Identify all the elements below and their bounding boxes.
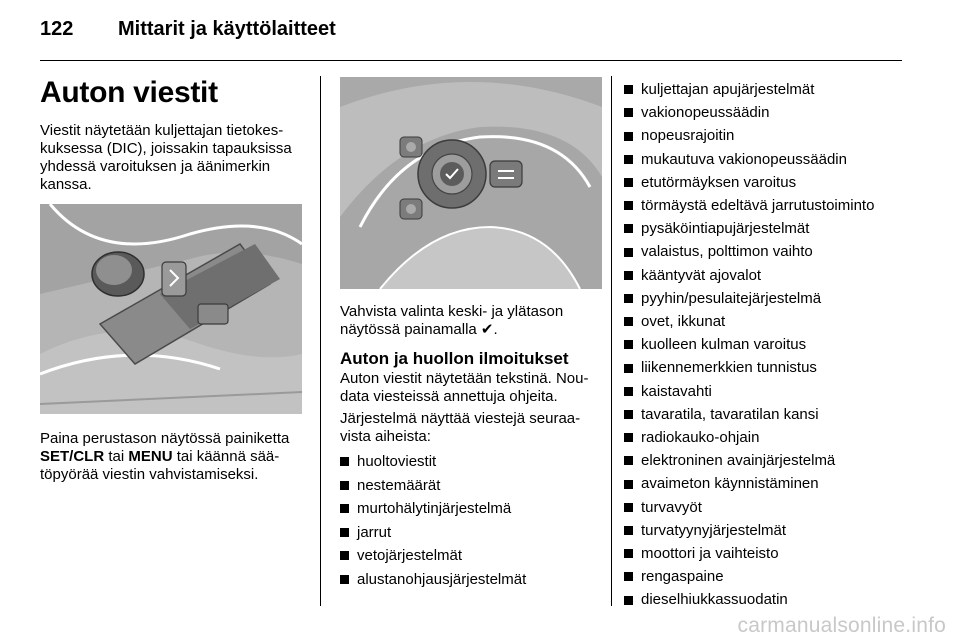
confirm-paragraph: Vahvista valinta keski- ja ylätason näytössä painamalla ✔. [340,303,564,338]
list-item-text: kuljettajan apujärjestelmät [641,81,815,98]
list-item [624,426,924,449]
list-item [624,101,924,124]
list-item-text: mukautuva vakionopeussäädin [641,150,847,168]
list-item-text: nopeusrajoitin [641,127,735,145]
list-item [624,240,924,263]
list-item-text: murtohälytinjärjestelmä [357,500,512,517]
list-item-text: radiokauko-ohjain [641,429,760,447]
list-item [624,264,924,287]
bullet-icon [624,340,633,349]
list-item-text: elektroninen avainjärjestelmä [641,452,836,470]
bullet-icon [340,504,349,513]
bullet-icon [624,572,633,581]
bullet-icon [624,364,633,373]
list-item [624,380,924,403]
list-item [624,194,924,217]
column-divider [611,76,612,606]
column-3 [624,78,924,612]
list-item-text: vetojärjestelmät [357,547,463,564]
list-item [624,519,924,542]
list-item [340,497,602,521]
list-item-text: rengaspaine [641,568,724,586]
list-item [624,217,924,240]
messages-paragraph: Auton viestit näytetään tekstinä. Noudata viesteissä annettuja ohjeita. [340,370,589,405]
list-item-text: jarrut [357,523,392,541]
topic-list [340,450,602,591]
bullet-icon [340,481,349,490]
list-item-text: moottori ja vaihteisto [641,545,779,563]
bullet-icon [624,549,633,558]
header-rule [40,60,902,61]
list-item-text: dieselhiukkassuodatin [641,591,788,609]
topics-intro-paragraph: Järjestelmä näyttää viestejä seuraavista aiheista: [340,410,581,445]
list-item-text: alustanohjausjärjestelmät [357,570,527,588]
list-item-text: turvavyöt [641,498,702,516]
list-item-text: kaistavahti [641,382,712,400]
list-item-text: pyyhin/pesulaitejärjestelmä [641,289,822,307]
topic-list [624,78,924,612]
list-item [624,287,924,310]
column-divider [320,76,321,606]
bullet-icon [624,317,633,326]
bullet-icon [624,224,633,233]
list-item [624,565,924,588]
intro-paragraph: Viestit näytetään kuljettajan tietokeskuksessa (DIC), joissakin tapauksissa yhdessä varoituksen ja äänimerkin kanssa. [40,122,292,193]
bullet-icon [624,526,633,535]
bullet-icon [624,155,633,164]
bullet-icon [624,387,633,396]
list-item [624,496,924,519]
list-item [624,78,924,101]
list-item-text: valaistus, polttimon vaihto [641,243,813,261]
page-number: 122 [40,18,74,40]
column-2 [340,70,602,591]
list-item [624,148,924,171]
section-subheading: Auton ja huollon ilmoitukset [340,349,569,368]
bullet-icon [340,575,349,584]
list-item [340,474,602,498]
bullet-icon [624,294,633,303]
list-item-text: törmäystä edeltävä jarrutustoiminto [641,197,875,215]
list-item [340,568,602,592]
page-title: Auton viestit [40,76,218,109]
bullet-icon [624,132,633,141]
bullet-icon [624,503,633,512]
list-item-text: liikennemerkkien tunnistus [641,359,817,377]
bullet-icon [624,271,633,280]
bullet-icon [624,433,633,442]
page-header [40,18,336,48]
section-title: Mittarit ja käyttölaitteet [118,18,336,40]
list-item-text: turvatyynyjärjestelmät [641,521,787,539]
caption-paragraph: Paina perustason näytössä painiketta SET/CLR tai MENU tai käännä säätöpyörää viestin vahvistamiseksi. [40,430,290,483]
bullet-icon [340,551,349,560]
list-item-text: etutörmäyksen varoitus [641,173,797,191]
bullet-icon [624,456,633,465]
list-item [624,356,924,379]
list-item [340,450,602,474]
steering-wheel-illustration [340,77,602,289]
list-item-text: pysäköintiapujärjestelmät [641,220,810,238]
bullet-icon [624,480,633,489]
bullet-icon [624,410,633,419]
bullet-icon [340,528,349,537]
stalk-control-illustration [40,204,302,414]
list-item-text: avaimeton käynnistäminen [641,475,819,493]
list-item [624,472,924,495]
set-clr-key: SET/CLR [40,448,105,465]
list-item [340,521,602,545]
bullet-icon [624,248,633,257]
list-item-text: ovet, ikkunat [641,313,726,331]
list-item-text: vakionopeussäädin [641,104,770,122]
bullet-icon [624,596,633,605]
list-item [624,588,924,611]
list-item [624,171,924,194]
list-item [340,544,602,568]
bullet-icon [340,457,349,466]
menu-key: MENU [128,448,173,465]
column-1 [40,70,308,494]
list-item [624,403,924,426]
bullet-icon [624,108,633,117]
list-item-text: kääntyvät ajovalot [641,266,762,284]
list-item-text: huoltoviestit [357,453,437,470]
list-item [624,333,924,356]
bullet-icon [624,201,633,210]
list-item [624,124,924,147]
list-item [624,310,924,333]
list-item-text: tavaratila, tavaratilan kansi [641,405,819,423]
list-item-text: kuolleen kulman varoitus [641,336,807,354]
watermark: carmanualsonline.info [737,614,946,637]
bullet-icon [624,178,633,187]
list-item [624,542,924,565]
list-item-text: nestemäärät [357,476,441,494]
bullet-icon [624,85,633,94]
list-item [624,449,924,472]
